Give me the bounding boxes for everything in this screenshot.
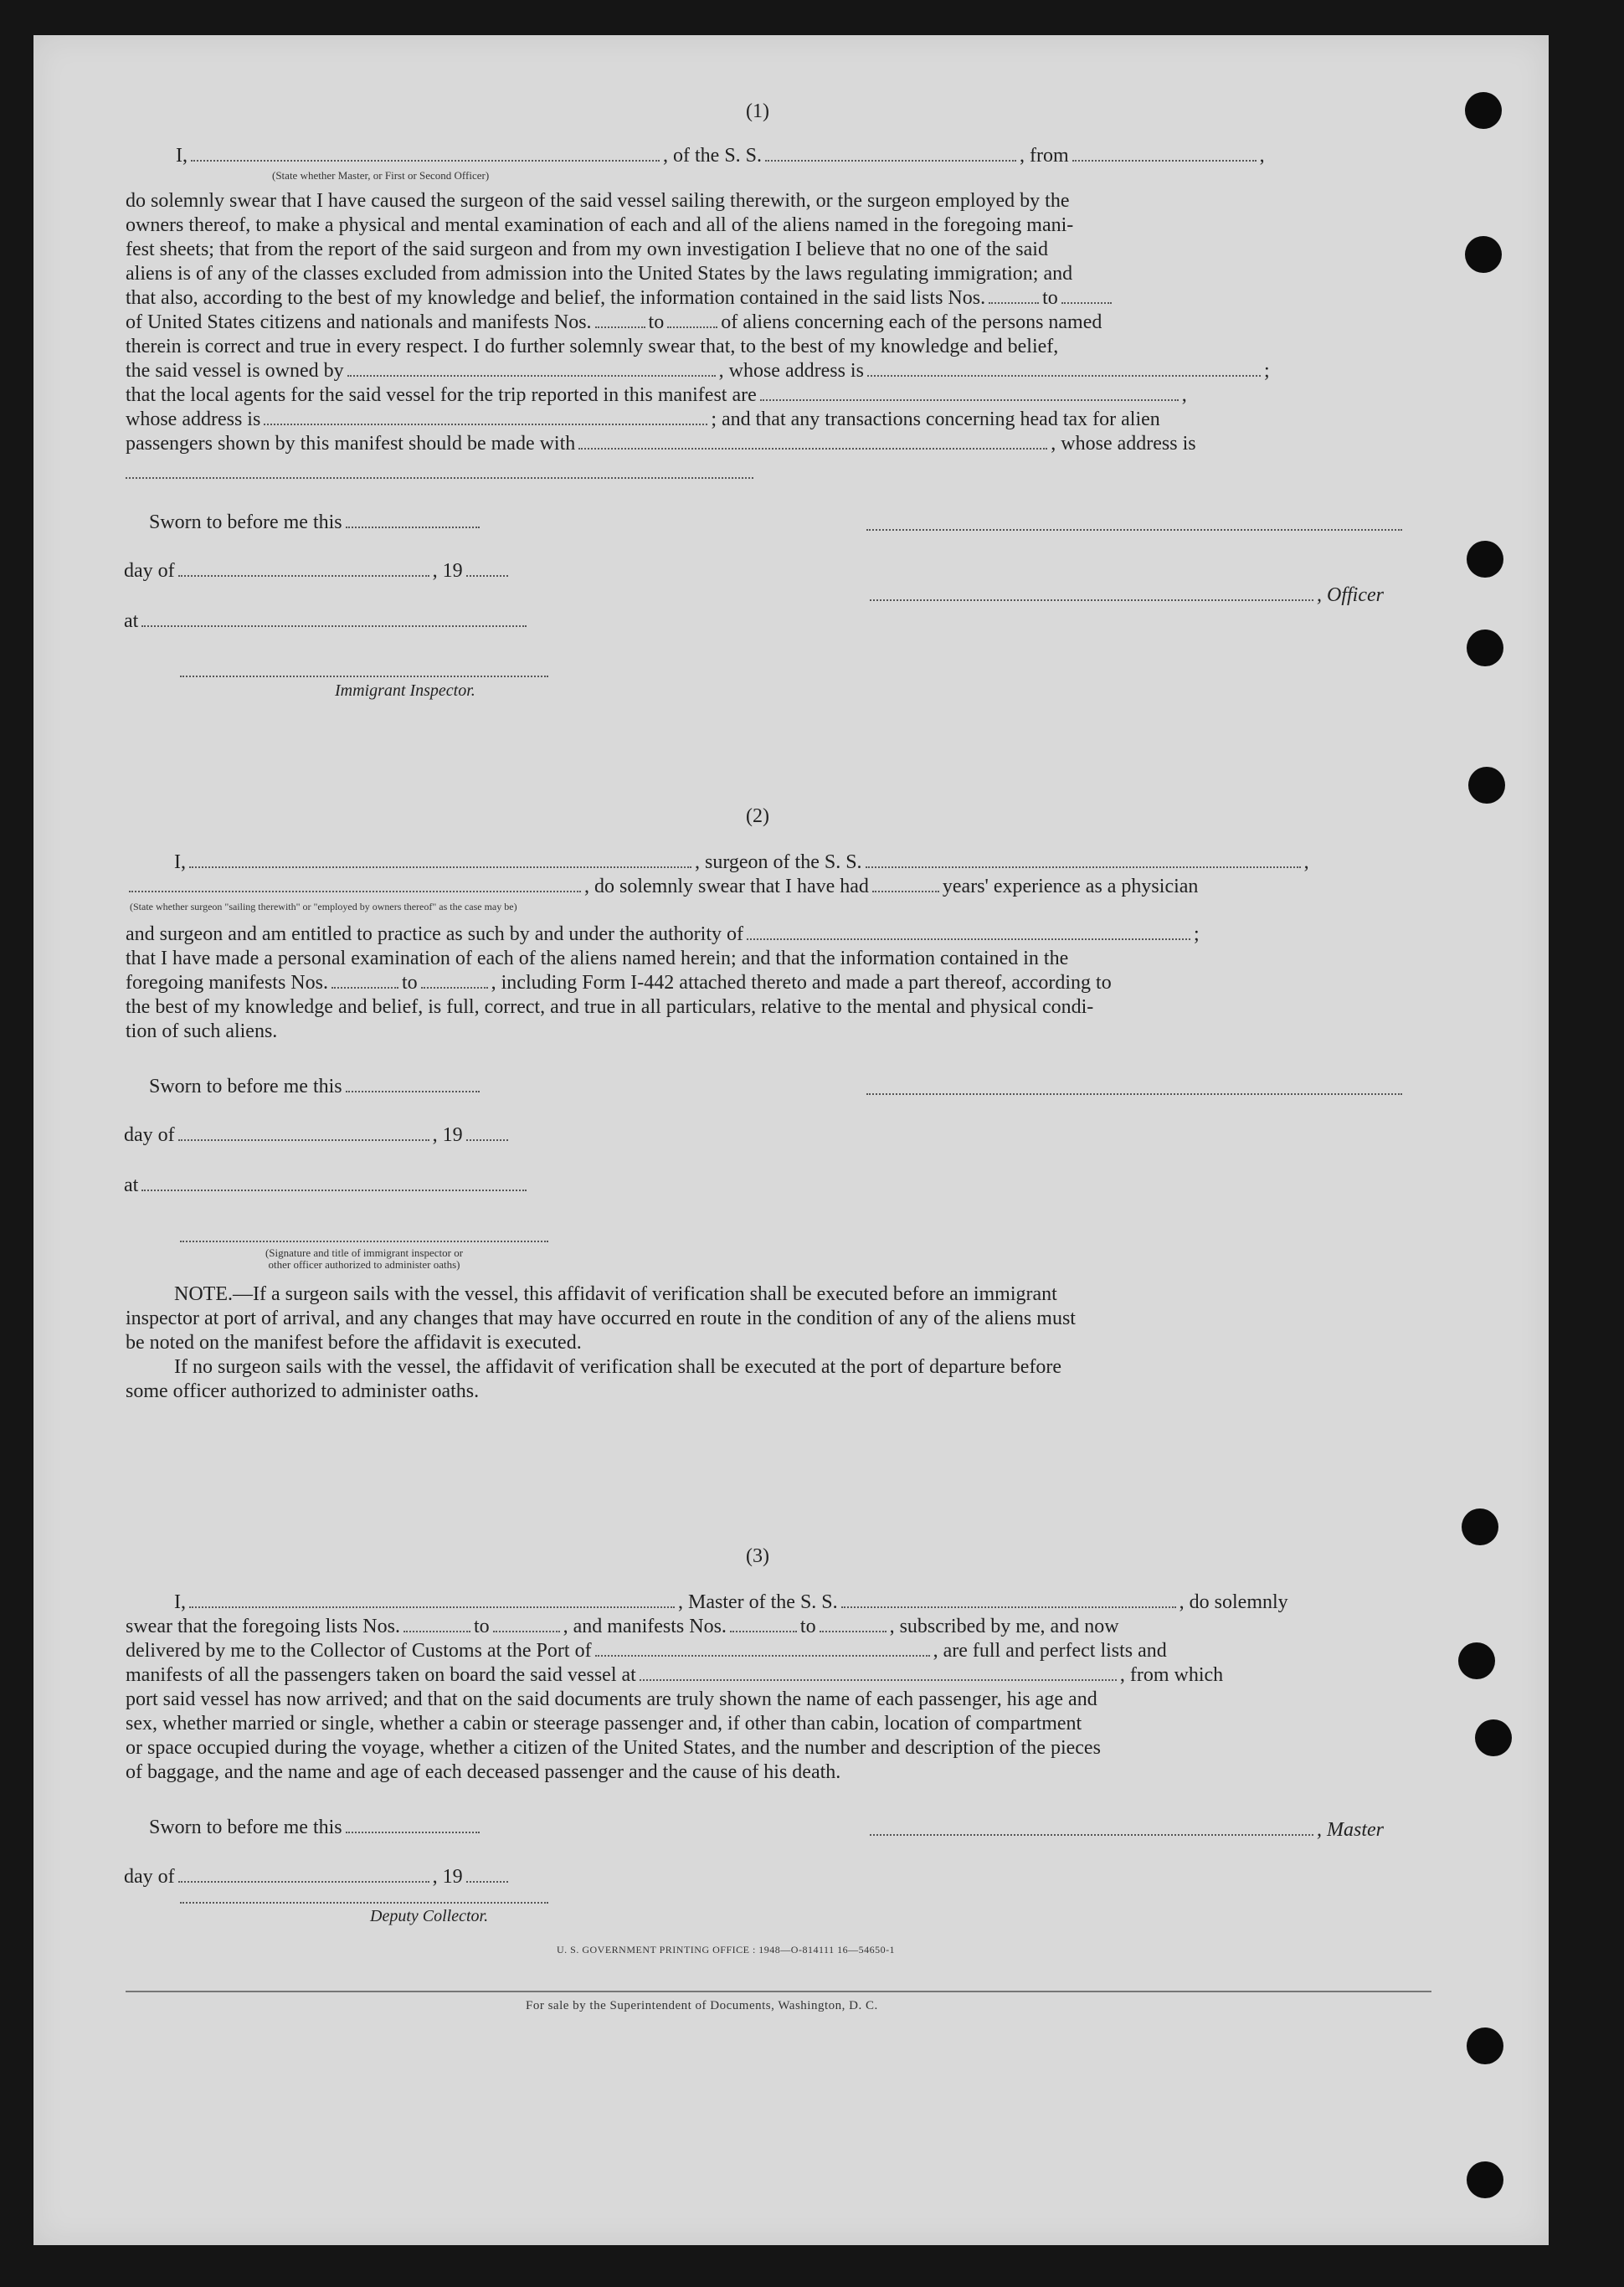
section-1-para-line: owners thereof, to make a physical and mental examination of each and all of the aliens named in the foregoing mani-: [126, 214, 1074, 236]
text: the said vessel is owned by: [126, 360, 344, 382]
text: of aliens concerning each of the persons named: [721, 311, 1102, 333]
master-line: [866, 1818, 1384, 1842]
caption-line: (Signature and title of immigrant inspector or: [265, 1246, 464, 1259]
text: , whose address is: [1051, 433, 1196, 455]
section-3-line-1: [174, 1591, 1288, 1615]
section-1-heading: (1): [746, 100, 769, 122]
text: to: [799, 1616, 816, 1637]
section-2-heading: (2): [746, 805, 769, 827]
text: , from: [1020, 145, 1069, 167]
text: Sworn to before me this: [149, 511, 342, 533]
at-line: [124, 609, 530, 634]
collector-signature-line: [180, 1902, 548, 1904]
inspector-label: Immigrant Inspector.: [335, 681, 475, 700]
punch-hole: [1467, 630, 1503, 666]
text: whose address is: [126, 409, 261, 430]
for-sale-notice: For sale by the Superintendent of Documents, Washington, D. C.: [526, 1999, 878, 2012]
text: I,: [176, 145, 188, 167]
signature-line: [866, 529, 1402, 531]
day-of-line: [124, 1865, 511, 1889]
text: to: [1042, 287, 1058, 309]
text: , from which: [1119, 1664, 1224, 1686]
day-of-line: [124, 559, 511, 583]
text: , 19: [432, 1124, 463, 1146]
section-2-line-4: that I have made a personal examination of each of the aliens named herein; and that the information contained in the: [126, 948, 1069, 969]
text: , 19: [432, 1866, 463, 1888]
section-2-line-2: [126, 875, 1198, 899]
punch-hole: [1465, 236, 1502, 273]
text: at: [124, 610, 139, 632]
text: foregoing manifests Nos.: [126, 972, 328, 994]
section-1-para-line: [126, 408, 1160, 432]
note-line: inspector at port of arrival, and any changes that may have occurred en route in the condition of any of the aliens must: [126, 1308, 1076, 1329]
sworn-line: [149, 1075, 483, 1099]
text: of United States citizens and nationals and manifests Nos.: [126, 311, 592, 333]
text: , whose address is: [718, 360, 864, 382]
text: passengers shown by this manifest should be made with: [126, 433, 576, 455]
text: at: [124, 1174, 139, 1196]
document-page: [33, 35, 1549, 2245]
section-2-line-1: [174, 851, 1309, 875]
text: delivered by me to the Collector of Customs at the Port of: [126, 1640, 592, 1662]
officer-line: [866, 583, 1384, 608]
text: ,: [1181, 384, 1187, 406]
section-2-line-6: the best of my knowledge and belief, is full, correct, and true in all particulars, relative to the mental and physical condi-: [126, 996, 1094, 1018]
day-of-line: [124, 1123, 511, 1148]
caption-line: other officer authorized to administer oaths): [268, 1258, 460, 1271]
punch-hole: [1458, 1642, 1495, 1679]
section-1-para-line: [126, 359, 1270, 383]
section-1-line-1: [176, 144, 1265, 168]
text: ;: [1194, 923, 1200, 945]
section-1-para-line: aliens is of any of the classes excluded from admission into the United States by the laws regulating immigration; and: [126, 263, 1073, 285]
sworn-line: [149, 1816, 483, 1840]
section-3-line-6: sex, whether married or single, whether a cabin or steerage passenger and, if other than cabin, location of compartment: [126, 1713, 1082, 1735]
text: day of: [124, 560, 175, 582]
section-3-line-3: [126, 1639, 1167, 1663]
text: ,: [1303, 851, 1309, 873]
text: , of the S. S.: [663, 145, 763, 167]
section-1-para-line: [126, 383, 1187, 408]
text: ; and that any transactions concerning head tax for alien: [711, 409, 1160, 430]
at-line: [124, 1174, 530, 1198]
text: years' experience as a physician: [942, 876, 1199, 897]
sworn-line: [149, 511, 483, 535]
text: to: [473, 1616, 490, 1637]
printing-office-imprint: U. S. GOVERNMENT PRINTING OFFICE : 1948—O-814111 16—54650-1: [557, 1944, 896, 1956]
text: day of: [124, 1124, 175, 1146]
officer-rank-caption: (State whether Master, or First or Second Officer): [272, 169, 490, 182]
punch-hole: [1462, 1508, 1498, 1545]
text: manifests of all the passengers taken on board the said vessel at: [126, 1664, 636, 1686]
section-3-line-4: [126, 1663, 1223, 1688]
text: , subscribed by me, and now: [889, 1616, 1119, 1637]
section-2-line-7: tion of such aliens.: [126, 1020, 278, 1042]
text: to: [401, 972, 418, 994]
inspector-signature-line: [180, 676, 548, 677]
text: I,: [174, 1591, 186, 1613]
note-line: If no surgeon sails with the vessel, the affidavit of verification shall be executed at the port of departure before: [174, 1356, 1062, 1378]
text: , are full and perfect lists and: [933, 1640, 1167, 1662]
note-line: NOTE.—If a surgeon sails with the vessel, this affidavit of verification shall be executed before an immigrant: [174, 1283, 1057, 1305]
signature-title-caption: [180, 1247, 548, 1271]
text: , and manifests Nos.: [563, 1616, 727, 1637]
section-1-para-line: therein is correct and true in every respect. I do further solemnly swear that, to the best of my knowledge and belief,: [126, 336, 1059, 357]
section-3-heading: (3): [746, 1545, 769, 1567]
collector-label: Deputy Collector.: [370, 1907, 489, 1925]
text: swear that the foregoing lists Nos.: [126, 1616, 400, 1637]
text: Sworn to before me this: [149, 1817, 342, 1838]
section-1-para-line: [126, 311, 1102, 335]
punch-hole: [1467, 2161, 1503, 2198]
text: , 19: [432, 560, 463, 582]
text: that the local agents for the said vessel for the trip reported in this manifest are: [126, 384, 757, 406]
officer-label: , Officer: [1317, 584, 1384, 606]
master-label: , Master: [1317, 1819, 1384, 1841]
section-1-para-line: [126, 286, 1115, 311]
text: ;: [1263, 360, 1270, 382]
section-2-line-3: [126, 923, 1200, 947]
note-line: be noted on the manifest before the affidavit is executed.: [126, 1332, 582, 1354]
punch-hole: [1467, 2027, 1503, 2064]
text: day of: [124, 1866, 175, 1888]
text: to: [648, 311, 665, 333]
text: that also, according to the best of my knowledge and belief, the information contained in the said lists Nos.: [126, 287, 986, 309]
text: , do solemnly swear that I have had: [584, 876, 869, 897]
text: I,: [174, 851, 186, 873]
address-line: [126, 477, 753, 479]
section-3-line-5: port said vessel has now arrived; and that on the said documents are truly shown the name of each passenger, his age and: [126, 1688, 1097, 1710]
section-1-para-line: do solemnly swear that I have caused the surgeon of the said vessel sailing therewith, or the surgeon employed by the: [126, 190, 1070, 212]
section-3-line-8: of baggage, and the name and age of each deceased passenger and the cause of his death.: [126, 1761, 841, 1783]
text: ,: [1259, 145, 1265, 167]
punch-hole: [1475, 1719, 1512, 1756]
inspector-signature-line: [180, 1241, 548, 1242]
text: Sworn to before me this: [149, 1076, 342, 1097]
section-2-line-5: [126, 971, 1112, 995]
text: , do solemnly: [1179, 1591, 1288, 1613]
surgeon-status-caption: (State whether surgeon "sailing therewith" or "employed by owners thereof" as the case may be): [130, 901, 517, 912]
punch-hole: [1468, 767, 1505, 804]
section-3-line-2: [126, 1615, 1119, 1639]
signature-line: [866, 1093, 1402, 1095]
text: , surgeon of the S. S.: [695, 851, 862, 873]
note-line: some officer authorized to administer oaths.: [126, 1380, 480, 1402]
section-3-line-7: or space occupied during the voyage, whether a citizen of the United States, and the number and description of the pieces: [126, 1737, 1101, 1759]
text: and surgeon and am entitled to practice as such by and under the authority of: [126, 923, 743, 945]
section-1-para-line: [126, 432, 1196, 456]
text: , including Form I-442 attached thereto and made a part thereof, according to: [491, 972, 1112, 994]
punch-hole: [1467, 541, 1503, 578]
footer-rule: [126, 1991, 1431, 1992]
section-1-para-line: fest sheets; that from the report of the said surgeon and from my own investigation I believe that no one of the said: [126, 239, 1048, 260]
text: , Master of the S. S.: [678, 1591, 838, 1613]
